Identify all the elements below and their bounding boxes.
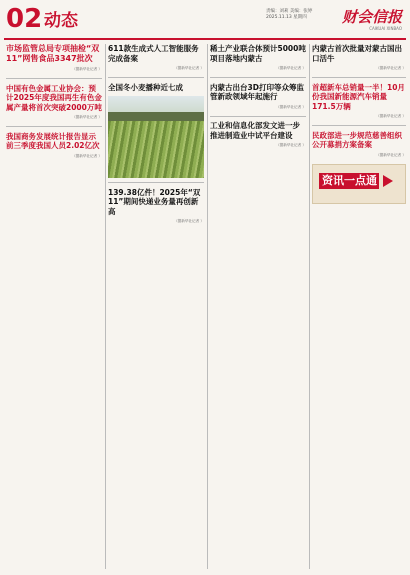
- article-headline[interactable]: 稀土产业联合体预计5000吨项目落地内蒙古: [210, 44, 306, 63]
- column-4: [312, 44, 406, 569]
- article: [108, 44, 204, 71]
- article-headline[interactable]: 内蒙古出台3D打印等众筹监管新政领域年起施行: [210, 82, 304, 101]
- wheat-field-photo: [108, 96, 204, 178]
- column-2: [108, 44, 204, 569]
- article-headline[interactable]: 工业和信息化部发文进一步推进制造业中试平台建设: [210, 121, 300, 140]
- article-headline[interactable]: 市场监管总局专项抽检“双11”网售食品3347批次: [6, 44, 100, 63]
- article-divider: [210, 77, 306, 78]
- article-source: （据新华社记者 ）: [376, 114, 406, 118]
- article: [312, 44, 406, 71]
- article: [6, 132, 102, 159]
- article-headline[interactable]: 民政部进一步规范慈善组织公开募捐方案备案: [312, 130, 402, 149]
- column-3: [210, 44, 306, 569]
- arrow-right-icon: [383, 175, 393, 187]
- article-divider: [210, 116, 306, 117]
- article-headline[interactable]: 611款生成式人工智能服务完成备案: [108, 44, 199, 63]
- article-source: （据新华社记者 ）: [72, 67, 102, 71]
- article: [210, 83, 306, 110]
- article: [6, 84, 102, 121]
- page-number: 02: [6, 4, 43, 34]
- article: [312, 83, 406, 120]
- column-divider: [207, 44, 208, 569]
- article-headline[interactable]: 中国有色金属工业协会：预计2025年度我国再生有色金属产量将首次突破2000万吨: [6, 83, 102, 112]
- masthead-rule: [4, 38, 406, 40]
- brand-logo: 财会信报: [341, 8, 402, 26]
- article-source: （据新华社记者 ）: [376, 66, 406, 70]
- article-source: （据新华社记者 ）: [174, 66, 204, 70]
- article-divider: [108, 77, 204, 78]
- article: [312, 131, 406, 158]
- photo-field: [108, 121, 204, 178]
- column-divider: [105, 44, 106, 569]
- editor-line: 责编：刘莉 美编：张婷: [266, 9, 313, 14]
- article: [108, 188, 204, 225]
- article-headline[interactable]: 内蒙古首次批量对蒙古国出口活牛: [312, 44, 402, 63]
- article-source: （据新华社记者 ）: [72, 115, 102, 119]
- article-source: （据新华社记者 ）: [276, 104, 306, 109]
- column-1: [6, 44, 102, 569]
- article-source: （据新华社记者 ）: [72, 153, 102, 158]
- article: [6, 44, 102, 72]
- article-source: （据新华社记者 ）: [376, 152, 406, 157]
- date-line: 2025.11.13 星期四: [266, 15, 307, 20]
- article-divider: [312, 125, 406, 126]
- news-promo-banner[interactable]: [312, 164, 406, 204]
- article-divider: [6, 126, 102, 127]
- article-divider: [6, 78, 102, 79]
- issue-meta: [266, 9, 326, 21]
- masthead: [4, 4, 406, 38]
- photo-title[interactable]: 全国冬小麦播种近七成: [108, 82, 183, 92]
- article-divider: [312, 77, 406, 78]
- article-source: （据新华社记者 ）: [174, 219, 204, 223]
- promo-label: 资讯一点通: [322, 173, 377, 187]
- article-source: （据新华社记者 ）: [276, 66, 306, 70]
- article-headline[interactable]: 我国商务发展统计报告显示前三季度我国人员2.02亿次: [6, 131, 100, 150]
- article: [210, 121, 306, 148]
- column-divider: [309, 44, 310, 569]
- section-title: 动态: [44, 11, 78, 31]
- article-source: （据新华社记者 ）: [276, 143, 306, 147]
- brand-subtitle: CAIKUAI XINBAO: [369, 26, 402, 31]
- article-headline[interactable]: 139.38亿件！2025年“双11”期间快递业务量再创新高: [108, 187, 201, 216]
- article-divider: [108, 182, 204, 183]
- article-headline[interactable]: 首超新车总销量一半！10月份我国新能源汽车销量171.5万辆: [312, 82, 405, 111]
- article: [210, 44, 306, 71]
